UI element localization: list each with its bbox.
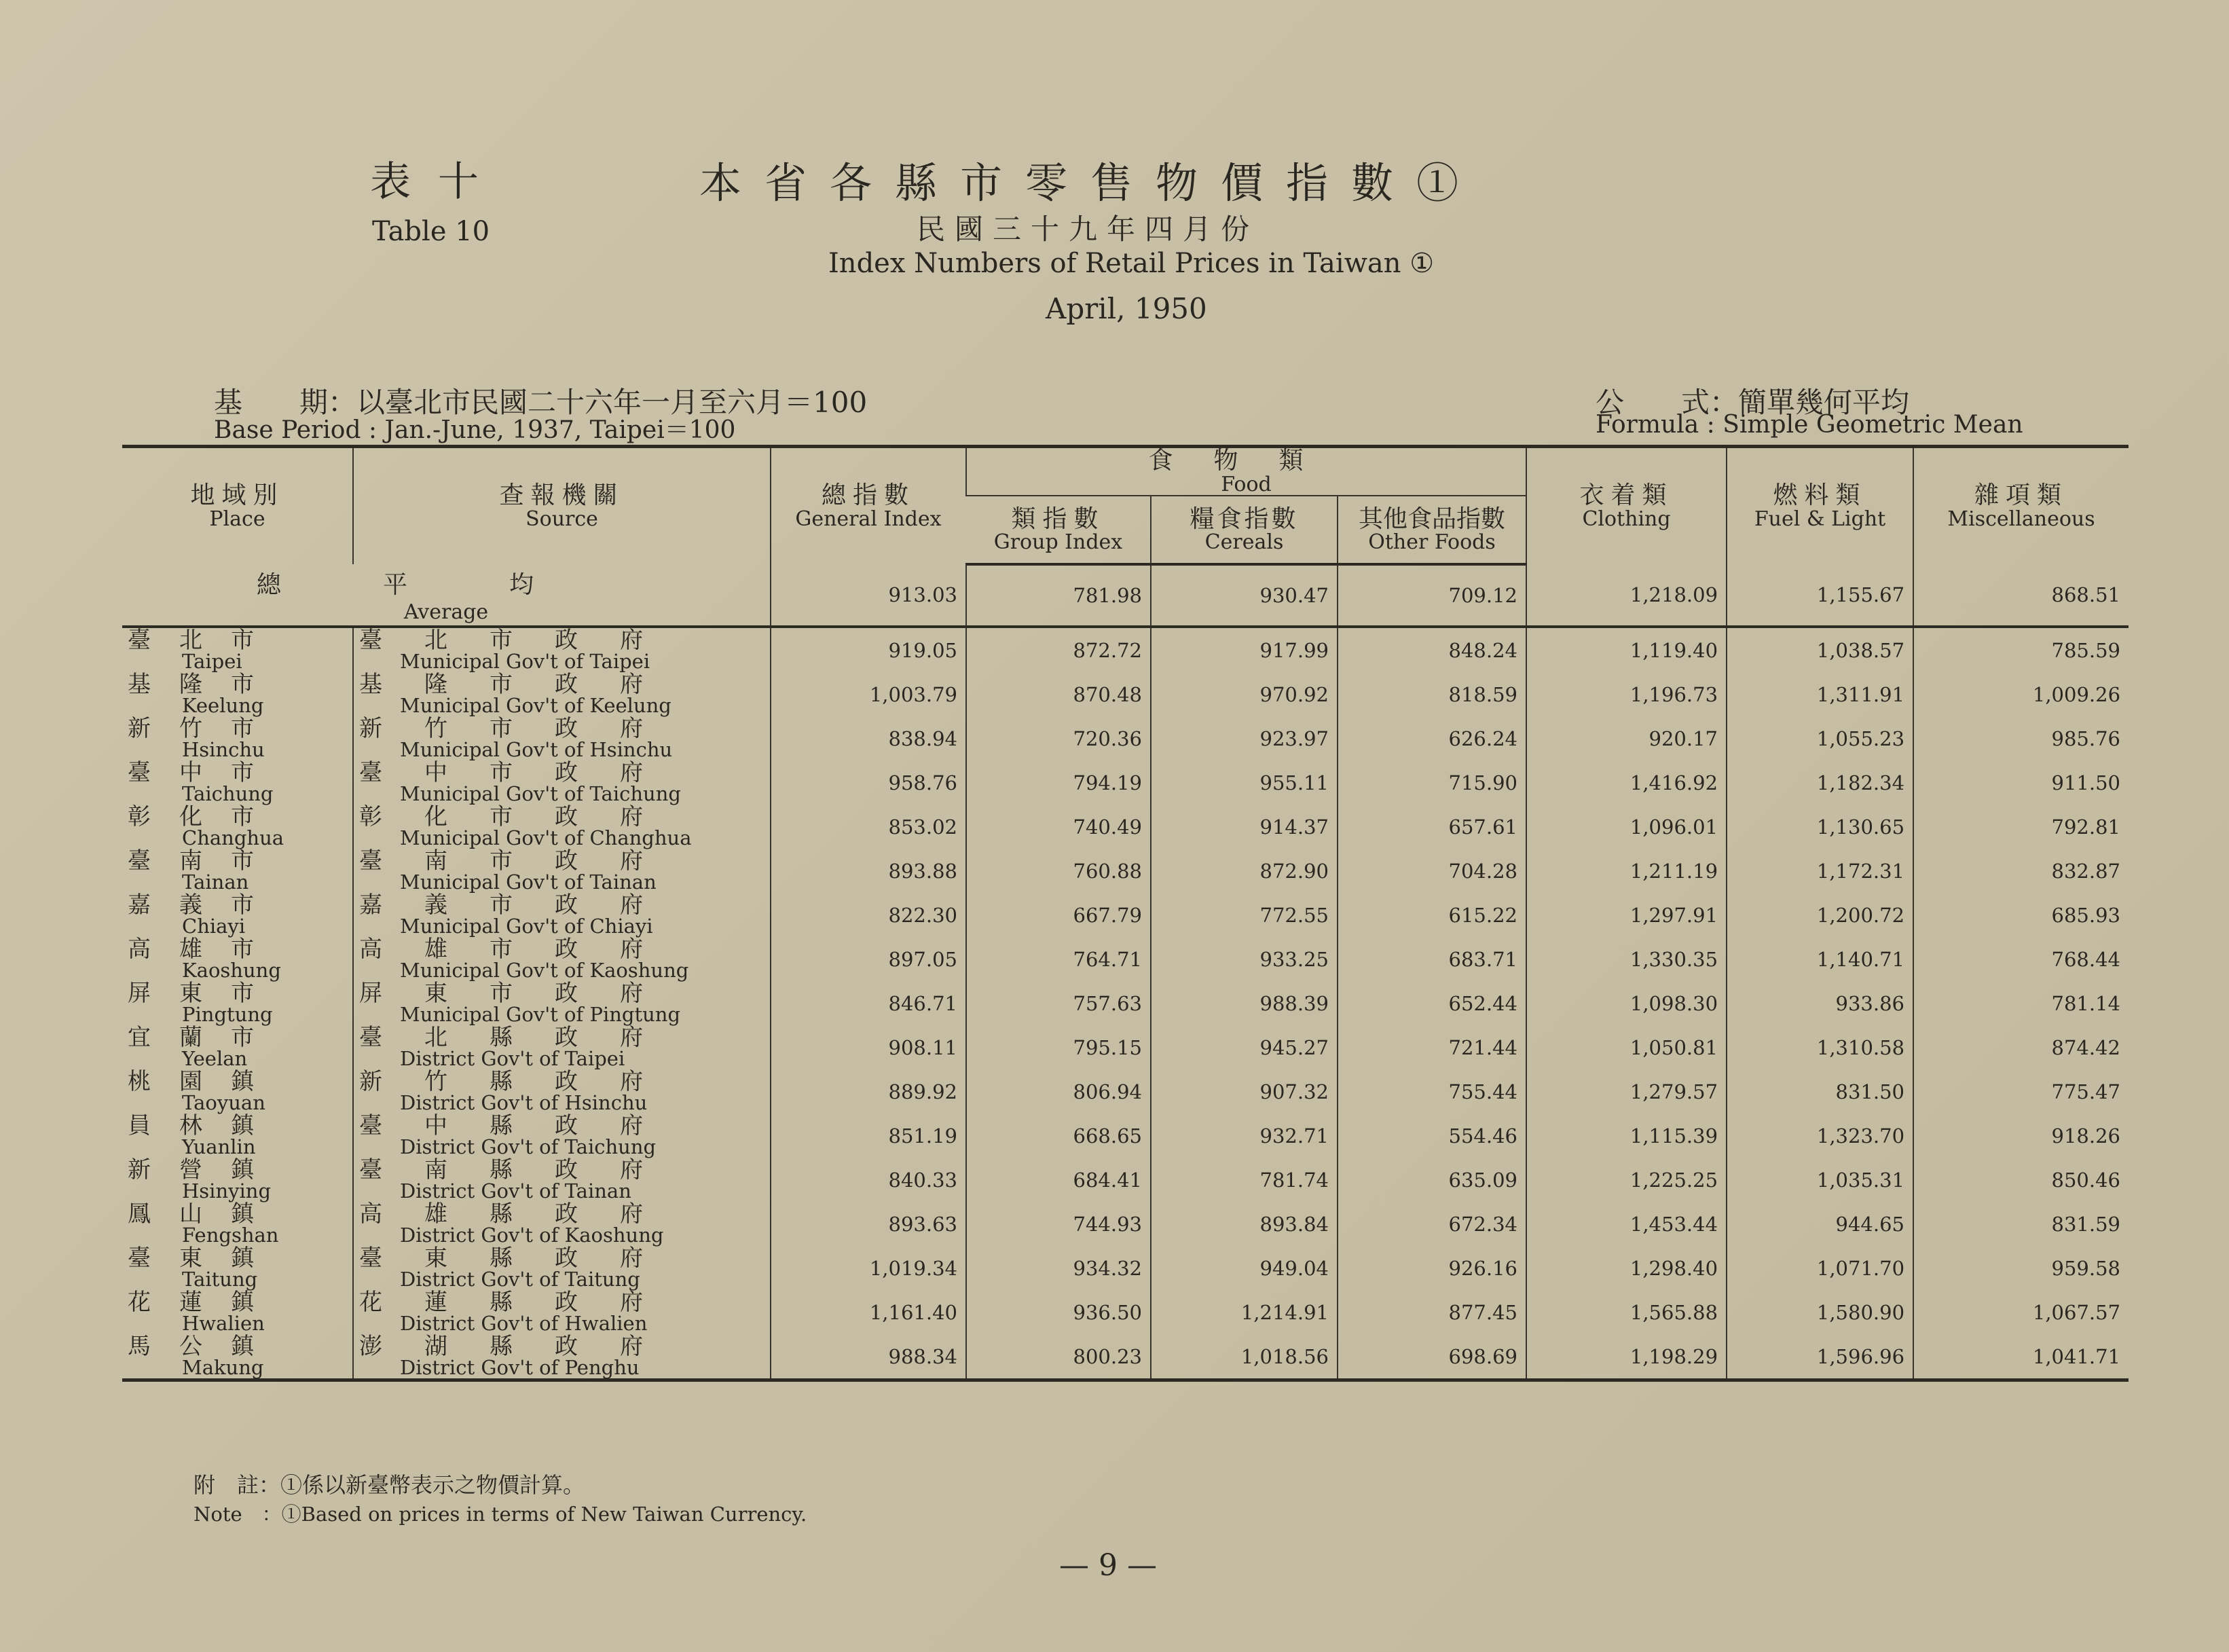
value-other-foods: 657.61 <box>1338 805 1526 849</box>
source-name-zh: 花蓮縣政府 <box>359 1289 685 1317</box>
value-general: 851.19 <box>771 1114 966 1158</box>
value-clothing: 1,297.91 <box>1526 893 1727 937</box>
header-source: 查報機關 Source <box>353 447 771 565</box>
place-name-zh: 鳳山鎮 <box>128 1200 282 1228</box>
header-place: 地域別 Place <box>122 447 353 565</box>
table-row <box>122 1334 2129 1380</box>
value-group: 936.50 <box>966 1290 1151 1334</box>
value-group: 668.65 <box>966 1114 1151 1158</box>
value-misc: 850.46 <box>1913 1158 2129 1202</box>
header-general-index: 總指數 General Index <box>771 447 966 565</box>
source-cell <box>353 760 771 805</box>
source-name-zh: 臺南縣政府 <box>359 1156 685 1184</box>
place-cell <box>122 937 353 981</box>
value-fuel: 1,035.31 <box>1727 1158 1913 1202</box>
place-cell <box>122 1025 353 1069</box>
value-cereals: 1,018.56 <box>1151 1334 1338 1380</box>
value-group: 764.71 <box>966 937 1151 981</box>
value-misc: 781.14 <box>1913 981 2129 1025</box>
source-name-zh: 臺東縣政府 <box>359 1245 685 1272</box>
place-cell <box>122 760 353 805</box>
source-cell <box>353 805 771 849</box>
source-name-en: Municipal Gov't of Taichung <box>400 782 681 806</box>
value-other-foods: 672.34 <box>1338 1202 1526 1246</box>
place-name-zh: 宜蘭市 <box>128 1024 282 1052</box>
table-row <box>122 1069 2129 1114</box>
source-name-zh: 高雄縣政府 <box>359 1200 685 1228</box>
value-other-foods: 704.28 <box>1338 849 1526 893</box>
place-name-en: Taoyuan <box>182 1091 265 1115</box>
header-other-foods: 其他食品指數 Other Foods <box>1338 496 1526 564</box>
table-row <box>122 672 2129 716</box>
value-clothing: 1,196.73 <box>1526 672 1727 716</box>
place-cell <box>122 893 353 937</box>
table-row <box>122 1158 2129 1202</box>
source-cell <box>353 849 771 893</box>
average-row <box>122 564 2129 627</box>
value-group: 934.32 <box>966 1246 1151 1290</box>
source-name-zh: 澎湖縣政府 <box>359 1333 685 1361</box>
table-row <box>122 805 2129 849</box>
average-clothing: 1,218.09 <box>1526 564 1727 627</box>
place-name-zh: 員林鎮 <box>128 1112 282 1140</box>
header-clothing: 衣着類 Clothing <box>1526 447 1727 565</box>
source-name-zh: 臺中市政府 <box>359 759 685 787</box>
value-misc: 685.93 <box>1913 893 2129 937</box>
note-en: Note ：①Based on prices in terms of New Taiwan Currency. <box>194 1503 807 1526</box>
value-cereals: 988.39 <box>1151 981 1338 1025</box>
value-other-foods: 615.22 <box>1338 893 1526 937</box>
value-general: 838.94 <box>771 716 966 760</box>
subtitle-zh: 民國三十九年四月份 <box>917 213 1259 246</box>
value-clothing: 1,198.29 <box>1526 1334 1727 1380</box>
value-other-foods: 877.45 <box>1338 1290 1526 1334</box>
value-other-foods: 926.16 <box>1338 1246 1526 1290</box>
table-row <box>122 849 2129 893</box>
place-name-en: Changhua <box>182 826 284 850</box>
value-group: 684.41 <box>966 1158 1151 1202</box>
title-zh: 本省各縣市零售物價指數① <box>699 158 1482 208</box>
value-clothing: 1,096.01 <box>1526 805 1727 849</box>
value-group: 757.63 <box>966 981 1151 1025</box>
place-name-zh: 新營鎮 <box>128 1156 282 1184</box>
place-name-en: Taitung <box>182 1268 258 1291</box>
value-cereals: 1,214.91 <box>1151 1290 1338 1334</box>
page-number: — 9 — <box>1059 1548 1157 1583</box>
value-clothing: 1,416.92 <box>1526 760 1727 805</box>
value-cereals: 907.32 <box>1151 1069 1338 1114</box>
place-name-zh: 臺北市 <box>128 627 282 655</box>
value-misc: 832.87 <box>1913 849 2129 893</box>
value-clothing: 1,453.44 <box>1526 1202 1727 1246</box>
value-fuel: 1,580.90 <box>1727 1290 1913 1334</box>
source-name-en: District Gov't of Hwalien <box>400 1312 648 1336</box>
place-cell <box>122 716 353 760</box>
place-name-zh: 桃園鎮 <box>128 1068 282 1096</box>
value-clothing: 1,115.39 <box>1526 1114 1727 1158</box>
source-name-en: Municipal Gov't of Hsinchu <box>400 738 673 762</box>
value-misc: 985.76 <box>1913 716 2129 760</box>
value-other-foods: 755.44 <box>1338 1069 1526 1114</box>
value-general: 897.05 <box>771 937 966 981</box>
value-clothing: 1,211.19 <box>1526 849 1727 893</box>
value-fuel: 1,311.91 <box>1727 672 1913 716</box>
value-misc: 792.81 <box>1913 805 2129 849</box>
value-fuel: 1,172.31 <box>1727 849 1913 893</box>
source-name-zh: 臺中縣政府 <box>359 1112 685 1140</box>
value-fuel: 944.65 <box>1727 1202 1913 1246</box>
place-cell <box>122 1246 353 1290</box>
source-name-en: Municipal Gov't of Pingtung <box>400 1003 681 1027</box>
place-cell <box>122 672 353 716</box>
source-cell <box>353 1334 771 1380</box>
value-general: 958.76 <box>771 760 966 805</box>
formula-zh: 公 式：簡單幾何平均 <box>1596 386 1910 419</box>
value-fuel: 1,310.58 <box>1727 1025 1913 1069</box>
value-cereals: 955.11 <box>1151 760 1338 805</box>
note-zh: 附 註：①係以新臺幣表示之物價計算。 <box>194 1472 585 1498</box>
value-fuel: 1,055.23 <box>1727 716 1913 760</box>
value-group: 744.93 <box>966 1202 1151 1246</box>
average-general: 913.03 <box>771 564 966 627</box>
average-cereals: 930.47 <box>1151 564 1338 627</box>
value-clothing: 1,119.40 <box>1526 627 1727 672</box>
value-clothing: 1,298.40 <box>1526 1246 1727 1290</box>
place-name-en: Tainan <box>182 870 249 894</box>
source-cell <box>353 981 771 1025</box>
place-cell <box>122 981 353 1025</box>
table-row <box>122 1246 2129 1290</box>
value-other-foods: 818.59 <box>1338 672 1526 716</box>
value-fuel: 1,038.57 <box>1727 627 1913 672</box>
value-clothing: 1,565.88 <box>1526 1290 1727 1334</box>
value-group: 800.23 <box>966 1334 1151 1380</box>
source-name-zh: 臺北縣政府 <box>359 1024 685 1052</box>
source-cell <box>353 937 771 981</box>
source-name-zh: 基隆市政府 <box>359 671 685 699</box>
title-en: Index Numbers of Retail Prices in Taiwan ① <box>828 248 1435 279</box>
table-number-zh: 表十 <box>370 158 506 206</box>
value-misc: 1,067.57 <box>1913 1290 2129 1334</box>
value-group: 806.94 <box>966 1069 1151 1114</box>
table-row <box>122 1202 2129 1246</box>
value-general: 1,019.34 <box>771 1246 966 1290</box>
value-group: 760.88 <box>966 849 1151 893</box>
value-misc: 768.44 <box>1913 937 2129 981</box>
source-name-en: District Gov't of Taitung <box>400 1268 640 1291</box>
value-general: 908.11 <box>771 1025 966 1069</box>
value-fuel: 1,596.96 <box>1727 1334 1913 1380</box>
value-general: 893.63 <box>771 1202 966 1246</box>
place-name-zh: 臺中市 <box>128 759 282 787</box>
source-name-en: Municipal Gov't of Chiayi <box>400 915 653 938</box>
value-cereals: 917.99 <box>1151 627 1338 672</box>
average-other-foods: 709.12 <box>1338 564 1526 627</box>
value-misc: 874.42 <box>1913 1025 2129 1069</box>
place-name-zh: 馬公鎮 <box>128 1333 282 1361</box>
value-misc: 775.47 <box>1913 1069 2129 1114</box>
header-fuel: 燃料類 Fuel & Light <box>1727 447 1913 565</box>
value-clothing: 920.17 <box>1526 716 1727 760</box>
source-cell <box>353 716 771 760</box>
place-cell <box>122 849 353 893</box>
table-number-en: Table 10 <box>372 216 490 247</box>
table-row <box>122 893 2129 937</box>
table-row <box>122 1114 2129 1158</box>
place-name-en: Taichung <box>182 782 274 806</box>
value-general: 853.02 <box>771 805 966 849</box>
source-name-en: District Gov't of Penghu <box>400 1356 640 1380</box>
place-name-zh: 基隆市 <box>128 671 282 699</box>
value-cereals: 781.74 <box>1151 1158 1338 1202</box>
value-cereals: 872.90 <box>1151 849 1338 893</box>
place-name-en: Hsinchu <box>182 738 265 762</box>
value-misc: 911.50 <box>1913 760 2129 805</box>
average-label: 總平均 Average <box>122 564 771 627</box>
table-row <box>122 1025 2129 1069</box>
price-index-table <box>122 445 2129 1382</box>
value-cereals: 945.27 <box>1151 1025 1338 1069</box>
base-period-en: Base Period : Jan.-June, 1937, Taipei＝100 <box>214 416 736 444</box>
value-misc: 918.26 <box>1913 1114 2129 1158</box>
place-name-zh: 花蓮鎮 <box>128 1289 282 1317</box>
source-name-zh: 新竹縣政府 <box>359 1068 685 1096</box>
source-cell <box>353 1025 771 1069</box>
value-fuel: 1,130.65 <box>1727 805 1913 849</box>
place-cell <box>122 1202 353 1246</box>
value-group: 794.19 <box>966 760 1151 805</box>
place-name-en: Chiayi <box>182 915 246 938</box>
source-name-en: Municipal Gov't of Keelung <box>400 694 671 718</box>
place-name-zh: 彰化市 <box>128 803 282 831</box>
source-name-en: Municipal Gov't of Changhua <box>400 826 692 850</box>
source-cell <box>353 893 771 937</box>
value-misc: 1,041.71 <box>1913 1334 2129 1380</box>
value-other-foods: 554.46 <box>1338 1114 1526 1158</box>
value-other-foods: 715.90 <box>1338 760 1526 805</box>
source-name-en: District Gov't of Hsinchu <box>400 1091 648 1115</box>
source-name-zh: 屏東市政府 <box>359 980 685 1008</box>
value-group: 720.36 <box>966 716 1151 760</box>
place-name-en: Yuanlin <box>182 1135 256 1159</box>
source-name-zh: 新竹市政府 <box>359 715 685 743</box>
source-name-zh: 高雄市政府 <box>359 936 685 963</box>
place-name-en: Taipei <box>182 650 242 674</box>
place-name-en: Hwalien <box>182 1312 265 1336</box>
average-misc: 868.51 <box>1913 564 2129 627</box>
place-name-en: Makung <box>182 1356 264 1380</box>
formula-en: Formula : Simple Geometric Mean <box>1596 411 2023 439</box>
value-misc: 785.59 <box>1913 627 2129 672</box>
place-name-en: Keelung <box>182 694 264 718</box>
value-other-foods: 683.71 <box>1338 937 1526 981</box>
value-group: 872.72 <box>966 627 1151 672</box>
source-cell <box>353 1158 771 1202</box>
place-name-en: Yeelan <box>182 1047 248 1071</box>
value-general: 822.30 <box>771 893 966 937</box>
value-cereals: 772.55 <box>1151 893 1338 937</box>
value-general: 1,161.40 <box>771 1290 966 1334</box>
source-name-zh: 臺南市政府 <box>359 847 685 875</box>
value-misc: 1,009.26 <box>1913 672 2129 716</box>
value-cereals: 933.25 <box>1151 937 1338 981</box>
value-clothing: 1,050.81 <box>1526 1025 1727 1069</box>
table-row <box>122 1290 2129 1334</box>
source-cell <box>353 1202 771 1246</box>
header-food: 食物類 Food <box>966 447 1526 496</box>
value-other-foods: 848.24 <box>1338 627 1526 672</box>
value-misc: 959.58 <box>1913 1246 2129 1290</box>
date-en: April, 1950 <box>1046 292 1207 325</box>
source-name-en: District Gov't of Kaoshung <box>400 1224 664 1247</box>
place-name-zh: 屏東市 <box>128 980 282 1008</box>
place-cell <box>122 1069 353 1114</box>
place-name-en: Pingtung <box>182 1003 273 1027</box>
value-group: 667.79 <box>966 893 1151 937</box>
table-row <box>122 760 2129 805</box>
value-fuel: 831.50 <box>1727 1069 1913 1114</box>
value-other-foods: 635.09 <box>1338 1158 1526 1202</box>
value-other-foods: 721.44 <box>1338 1025 1526 1069</box>
place-name-en: Kaoshung <box>182 959 281 983</box>
source-name-en: District Gov't of Taichung <box>400 1135 657 1159</box>
source-name-en: Municipal Gov't of Kaoshung <box>400 959 689 983</box>
value-clothing: 1,330.35 <box>1526 937 1727 981</box>
value-general: 840.33 <box>771 1158 966 1202</box>
table-row <box>122 937 2129 981</box>
value-cereals: 893.84 <box>1151 1202 1338 1246</box>
value-misc: 831.59 <box>1913 1202 2129 1246</box>
value-clothing: 1,279.57 <box>1526 1069 1727 1114</box>
source-cell <box>353 1290 771 1334</box>
place-name-zh: 嘉義市 <box>128 892 282 919</box>
value-fuel: 1,071.70 <box>1727 1246 1913 1290</box>
source-name-zh: 嘉義市政府 <box>359 892 685 919</box>
value-cereals: 914.37 <box>1151 805 1338 849</box>
header-group-index: 類指數 Group Index <box>966 496 1151 564</box>
source-cell <box>353 672 771 716</box>
place-cell <box>122 1334 353 1380</box>
value-clothing: 1,225.25 <box>1526 1158 1727 1202</box>
source-name-en: District Gov't of Tainan <box>400 1179 631 1203</box>
value-other-foods: 652.44 <box>1338 981 1526 1025</box>
value-fuel: 1,323.70 <box>1727 1114 1913 1158</box>
table-row <box>122 981 2129 1025</box>
value-fuel: 933.86 <box>1727 981 1913 1025</box>
value-other-foods: 698.69 <box>1338 1334 1526 1380</box>
place-cell <box>122 1290 353 1334</box>
value-general: 846.71 <box>771 981 966 1025</box>
value-cereals: 932.71 <box>1151 1114 1338 1158</box>
value-cereals: 970.92 <box>1151 672 1338 716</box>
place-cell <box>122 1158 353 1202</box>
value-general: 1,003.79 <box>771 672 966 716</box>
value-group: 740.49 <box>966 805 1151 849</box>
value-cereals: 949.04 <box>1151 1246 1338 1290</box>
place-cell <box>122 627 353 672</box>
value-fuel: 1,182.34 <box>1727 760 1913 805</box>
place-cell <box>122 1114 353 1158</box>
value-general: 988.34 <box>771 1334 966 1380</box>
place-name-zh: 新竹市 <box>128 715 282 743</box>
source-cell <box>353 1069 771 1114</box>
average-group: 781.98 <box>966 564 1151 627</box>
source-cell <box>353 1246 771 1290</box>
place-name-zh: 高雄市 <box>128 936 282 963</box>
table-row <box>122 716 2129 760</box>
source-cell <box>353 1114 771 1158</box>
value-clothing: 1,098.30 <box>1526 981 1727 1025</box>
value-general: 889.92 <box>771 1069 966 1114</box>
value-fuel: 1,200.72 <box>1727 893 1913 937</box>
base-period-zh: 基 期：以臺北市民國二十六年一月至六月＝100 <box>214 386 868 419</box>
value-general: 893.88 <box>771 849 966 893</box>
source-name-zh: 臺北市政府 <box>359 627 685 655</box>
value-general: 919.05 <box>771 627 966 672</box>
source-name-zh: 彰化市政府 <box>359 803 685 831</box>
source-name-en: District Gov't of Taipei <box>400 1047 625 1071</box>
value-group: 870.48 <box>966 672 1151 716</box>
value-fuel: 1,140.71 <box>1727 937 1913 981</box>
value-group: 795.15 <box>966 1025 1151 1069</box>
header-cereals: 糧食指數 Cereals <box>1151 496 1338 564</box>
value-cereals: 923.97 <box>1151 716 1338 760</box>
place-name-zh: 臺東鎮 <box>128 1245 282 1272</box>
place-name-en: Hsinying <box>182 1179 272 1203</box>
place-name-zh: 臺南市 <box>128 847 282 875</box>
source-name-en: Municipal Gov't of Taipei <box>400 650 650 674</box>
place-name-en: Fengshan <box>182 1224 279 1247</box>
source-cell <box>353 627 771 672</box>
value-other-foods: 626.24 <box>1338 716 1526 760</box>
place-cell <box>122 805 353 849</box>
average-fuel: 1,155.67 <box>1727 564 1913 627</box>
source-name-en: Municipal Gov't of Tainan <box>400 870 657 894</box>
header-misc: 雜項類 Miscellaneous <box>1913 447 2129 565</box>
table-row <box>122 627 2129 672</box>
